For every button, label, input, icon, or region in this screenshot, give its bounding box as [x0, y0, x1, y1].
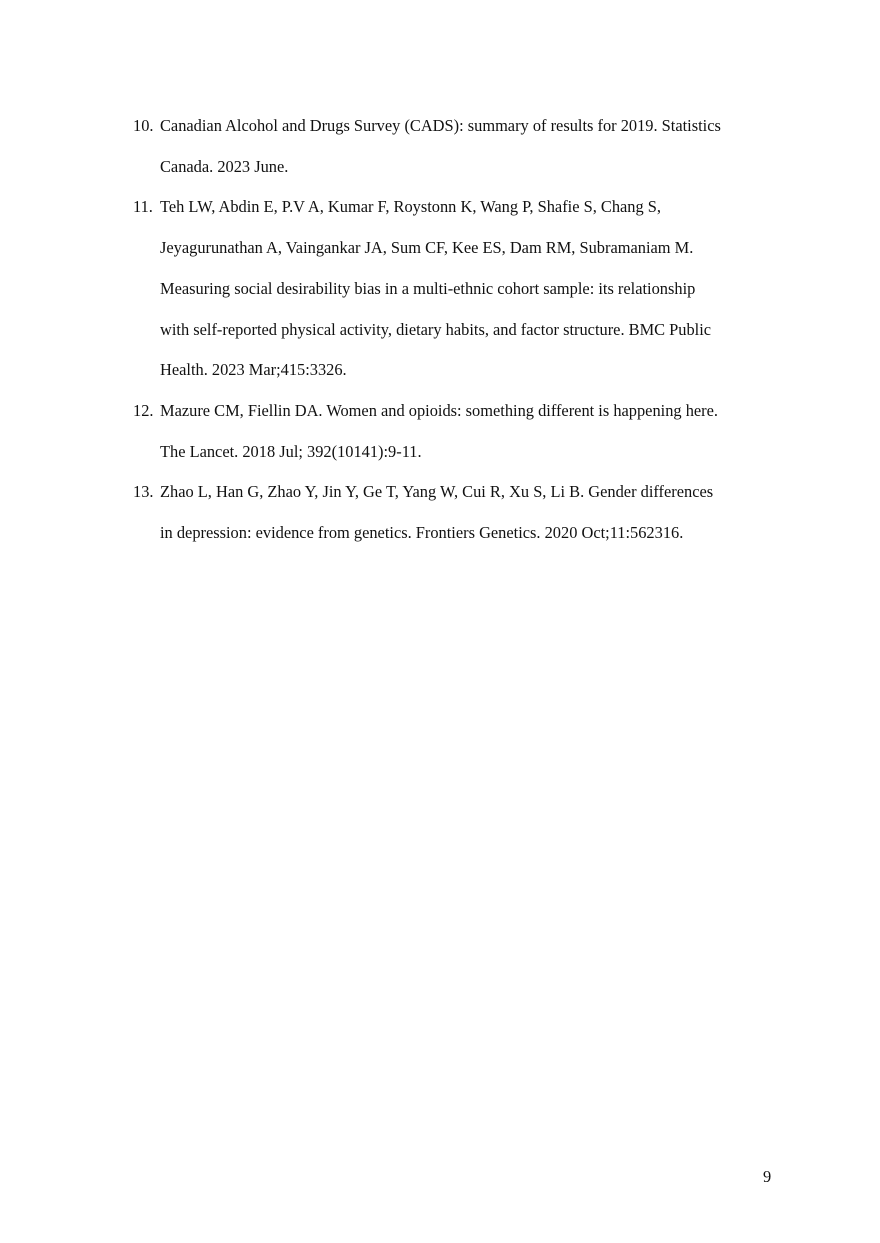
- reference-number: 11.: [133, 197, 153, 217]
- reference-number: 13.: [133, 482, 154, 502]
- reference-item: [133, 187, 783, 391]
- reference-text-line: Canadian Alcohol and Drugs Survey (CADS): summary of results for 2019. Statistics: [160, 116, 721, 135]
- reference-item: [133, 472, 783, 553]
- page-number: 9: [763, 1167, 772, 1186]
- reference-text-line: Health. 2023 Mar;415:3326.: [160, 360, 347, 380]
- reference-text-line: with self-reported physical activity, dietary habits, and factor structure. BMC Public: [160, 319, 712, 339]
- reference-text-line: Mazure CM, Fiellin DA. Women and opioids: something different is happening here.: [160, 400, 718, 420]
- reference-text-line: Canada. 2023 June.: [160, 156, 289, 176]
- reference-text-line: Measuring social desirability bias in a multi-ethnic cohort sample: its relationship: [160, 278, 696, 298]
- reference-number: 10.: [133, 116, 154, 135]
- reference-number: 12.: [133, 400, 154, 420]
- reference-text-line: Jeyagurunathan A, Vaingankar JA, Sum CF, Kee ES, Dam RM, Subramaniam M.: [160, 238, 694, 258]
- reference-item: [133, 391, 783, 472]
- reference-item: [133, 106, 783, 187]
- reference-text-line: Teh LW, Abdin E, P.V A, Kumar F, Roystonn K, Wang P, Shafie S, Chang S,: [160, 197, 662, 217]
- reference-text-line: in depression: evidence from genetics. Frontiers Genetics. 2020 Oct;11:562316.: [160, 523, 684, 543]
- reference-text-line: The Lancet. 2018 Jul; 392(10141):9-11.: [160, 441, 422, 461]
- reference-list: [133, 106, 783, 554]
- reference-text-line: Zhao L, Han G, Zhao Y, Jin Y, Ge T, Yang W, Cui R, Xu S, Li B. Gender differences: [160, 482, 714, 502]
